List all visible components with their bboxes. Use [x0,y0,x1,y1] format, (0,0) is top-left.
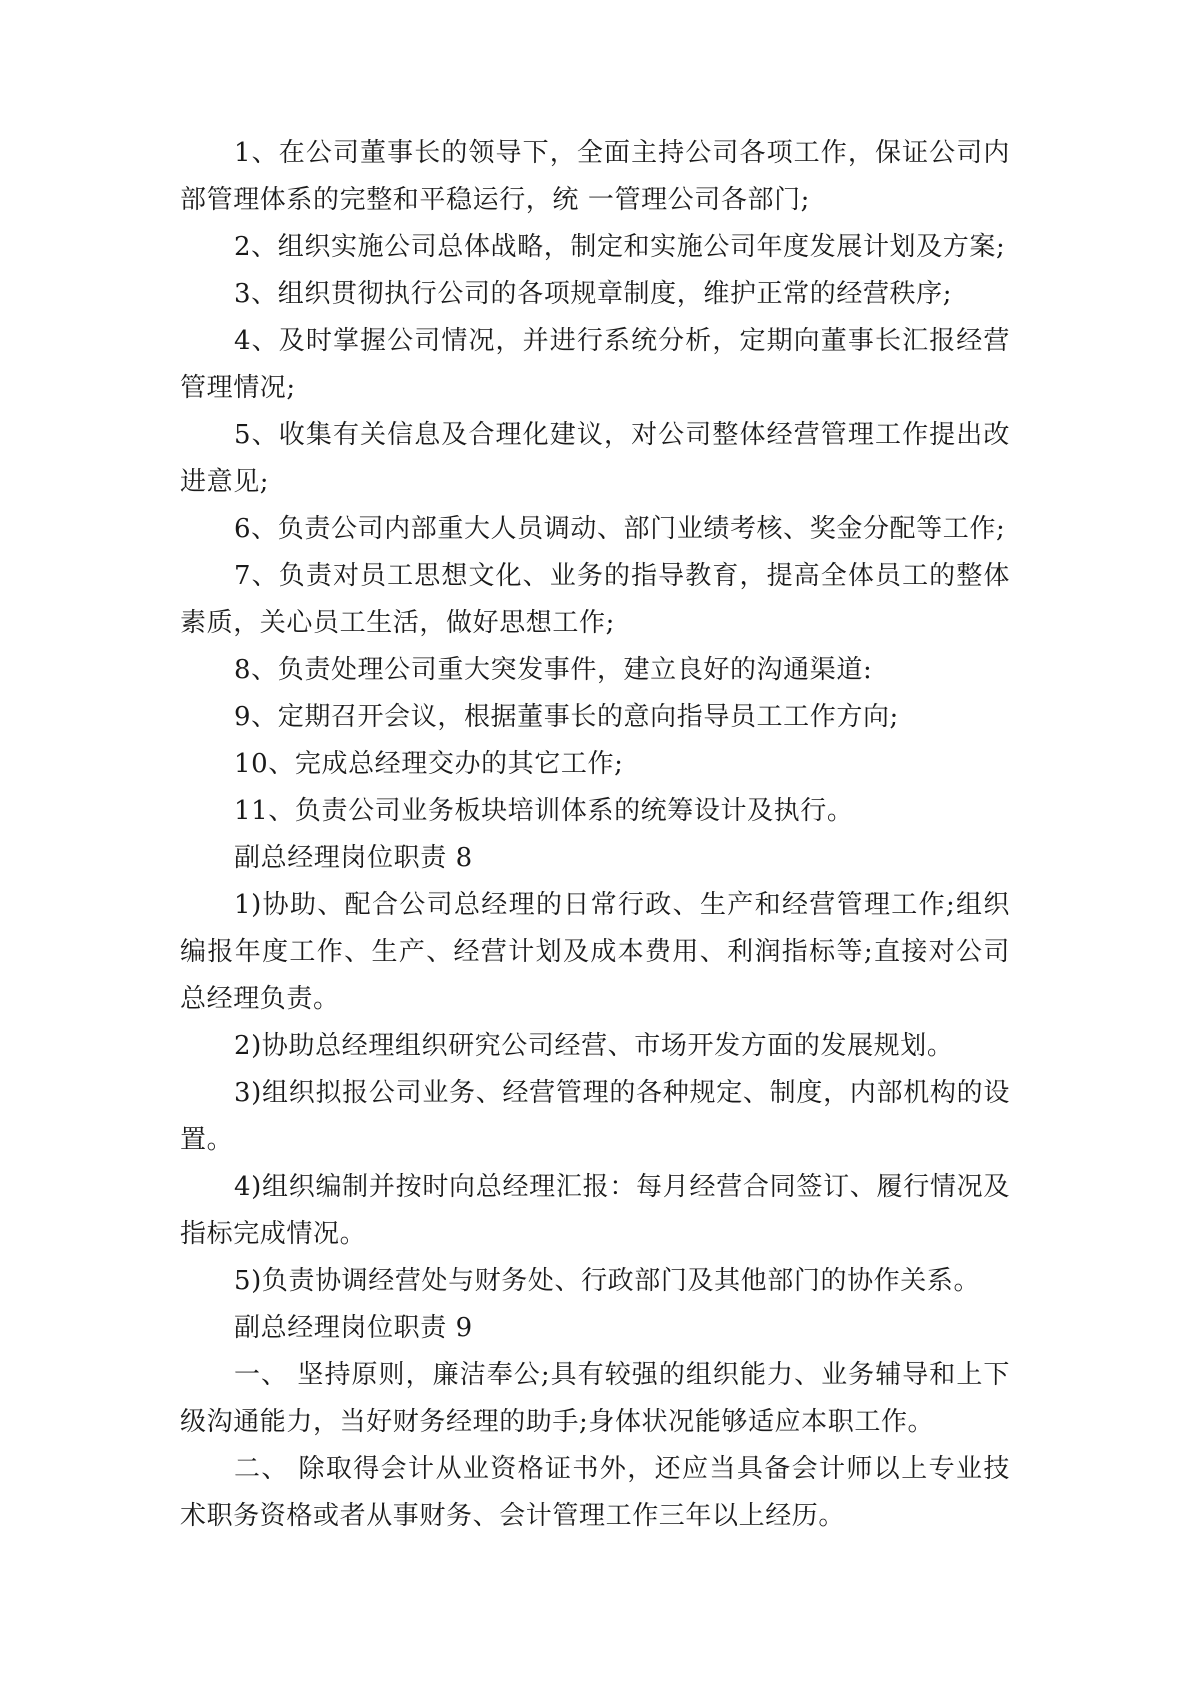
document-body [180,130,1010,1540]
duty-item-2: 2、组织实施公司总体战略，制定和实施公司年度发展计划及方案; [234,232,1006,262]
duty-item-3: 3、组织贯彻执行公司的各项规章制度，维护正常的经营秩序; [234,279,953,309]
duty-item-7: 7、负责对员工思想文化、业务的指导教育，提高全体员工的整体素质，关心员工生活，做好思想工作; [180,561,1010,638]
duty-item-4: 4、及时掌握公司情况，并进行系统分析，定期向董事长汇报经营管理情况; [180,326,1010,403]
duty-item-8: 8、负责处理公司重大突发事件，建立良好的沟通渠道: [234,655,873,685]
section8-item-1: 1)协助、配合公司总经理的日常行政、生产和经营管理工作;组织编报年度工作、生产、经营计划及成本费用、利润指标等;直接对公司总经理负责。 [180,890,1010,1014]
section-heading-9: 副总经理岗位职责 9 [234,1313,473,1343]
duty-item-11: 11、负责公司业务板块培训体系的统筹设计及执行。 [234,796,854,826]
section8-item-2: 2)协助总经理组织研究公司经营、市场开发方面的发展规划。 [234,1031,954,1061]
duty-item-9: 9、定期召开会议，根据董事长的意向指导员工工作方向; [234,702,899,732]
section9-item-1: 一、 坚持原则，廉洁奉公;具有较强的组织能力、业务辅导和上下级沟通能力，当好财务经理的助手;身体状况能够适应本职工作。 [180,1360,1010,1437]
section8-item-3: 3)组织拟报公司业务、经营管理的各种规定、制度，内部机构的设置。 [180,1078,1010,1155]
duty-item-5: 5、收集有关信息及合理化建议，对公司整体经营管理工作提出改进意见; [180,420,1010,497]
duty-item-1: 1、在公司董事长的领导下，全面主持公司各项工作，保证公司内部管理体系的完整和平稳运行，统 一管理公司各部门; [180,138,1010,215]
duty-item-6: 6、负责公司内部重大人员调动、部门业绩考核、奖金分配等工作; [234,514,1006,544]
section9-item-2: 二、 除取得会计从业资格证书外，还应当具备会计师以上专业技术职务资格或者从事财务、会计管理工作三年以上经历。 [180,1454,1010,1531]
section8-item-4: 4)组织编制并按时向总经理汇报：每月经营合同签订、履行情况及指标完成情况。 [180,1172,1010,1249]
section-heading-8: 副总经理岗位职责 8 [234,843,473,873]
duty-item-10: 10、完成总经理交办的其它工作; [234,749,624,779]
section8-item-5: 5)负责协调经营处与财务处、行政部门及其他部门的协作关系。 [234,1266,981,1296]
